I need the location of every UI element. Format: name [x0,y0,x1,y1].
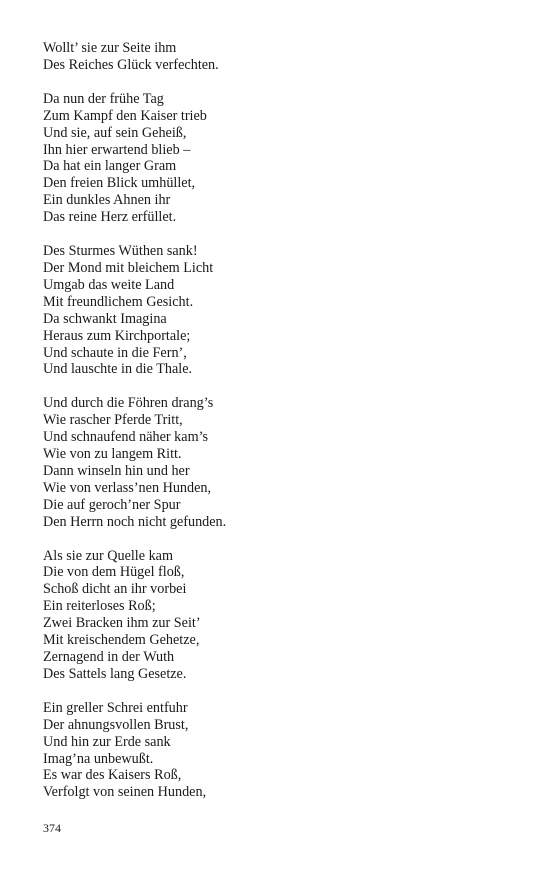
verse-line: Imag’na unbewußt. [43,750,154,767]
verse-line: Wie von zu langem Ritt. [43,446,182,463]
verse-line: Den Herrn noch nicht gefunden. [43,513,227,530]
verse-line: Da schwankt Imagina [43,310,167,327]
verse-line: Und lauschte in die Thale. [43,361,193,378]
verse-line: Des Sturmes Wüthen sank! [43,243,198,260]
verse-line: Wollt’ sie zur Seite ihm [43,40,177,56]
verse-line: Des Sattels lang Gesetze. [43,665,187,682]
verse-line: Die von dem Hügel floß, [43,564,185,581]
verse-line: Ihn hier erwartend blieb – [43,141,191,158]
stanza [43,40,513,74]
verse-line: Wie rascher Pferde Tritt, [43,412,183,429]
page-number: 374 [43,821,61,835]
verse-line: Des Reiches Glück verfechten. [43,56,219,73]
verse-line: Da hat ein langer Gram [43,158,177,175]
poem-text [43,40,513,818]
stanza [43,548,513,683]
stanza [43,243,513,378]
verse-line: Ein reiterloses Roß; [43,598,156,615]
verse-line: Die auf geroch’ner Spur [43,496,181,513]
verse-line: Zum Kampf den Kaiser trieb [43,107,207,124]
verse-line: Zwei Bracken ihm zur Seit’ [43,615,201,632]
verse-line: Mit freundlichem Gesicht. [43,293,194,310]
verse-line: Ein greller Schrei entfuhr [43,699,188,716]
verse-line: Und schnaufend näher kam’s [43,429,209,446]
verse-line: Der ahnungsvollen Brust, [43,716,189,733]
verse-line: Als sie zur Quelle kam [43,547,174,564]
verse-line: Ein dunkles Ahnen ihr [43,192,171,209]
verse-line: Umgab das weite Land [43,276,175,293]
verse-line: Es war des Kaisers Roß, [43,767,182,784]
verse-line: Und durch die Föhren drang’s [43,395,214,412]
verse-line: Das reine Herz erfüllet. [43,209,177,226]
verse-line: Verfolgt von seinen Hunden, [43,784,207,801]
stanza [43,91,513,226]
verse-line: Und schaute in die Fern’, [43,344,187,361]
stanza [43,700,513,801]
verse-line: Mit kreischendem Gehetze, [43,632,200,649]
verse-line: Heraus zum Kirchportale; [43,327,191,344]
verse-line: Und sie, auf sein Geheiß, [43,124,187,141]
verse-line: Dann winseln hin und her [43,462,190,479]
verse-line: Zernagend in der Wuth [43,649,175,665]
verse-line: Und hin zur Erde sank [43,733,171,750]
verse-line: Den freien Blick umhüllet, [43,175,196,192]
verse-line: Da nun der frühe Tag [43,90,164,107]
stanza [43,395,513,530]
verse-line: Wie von verlass’nen Hunden, [43,479,212,496]
verse-line: Der Mond mit bleichem Licht [43,259,214,276]
verse-line: Schoß dicht an ihr vorbei [43,581,187,598]
